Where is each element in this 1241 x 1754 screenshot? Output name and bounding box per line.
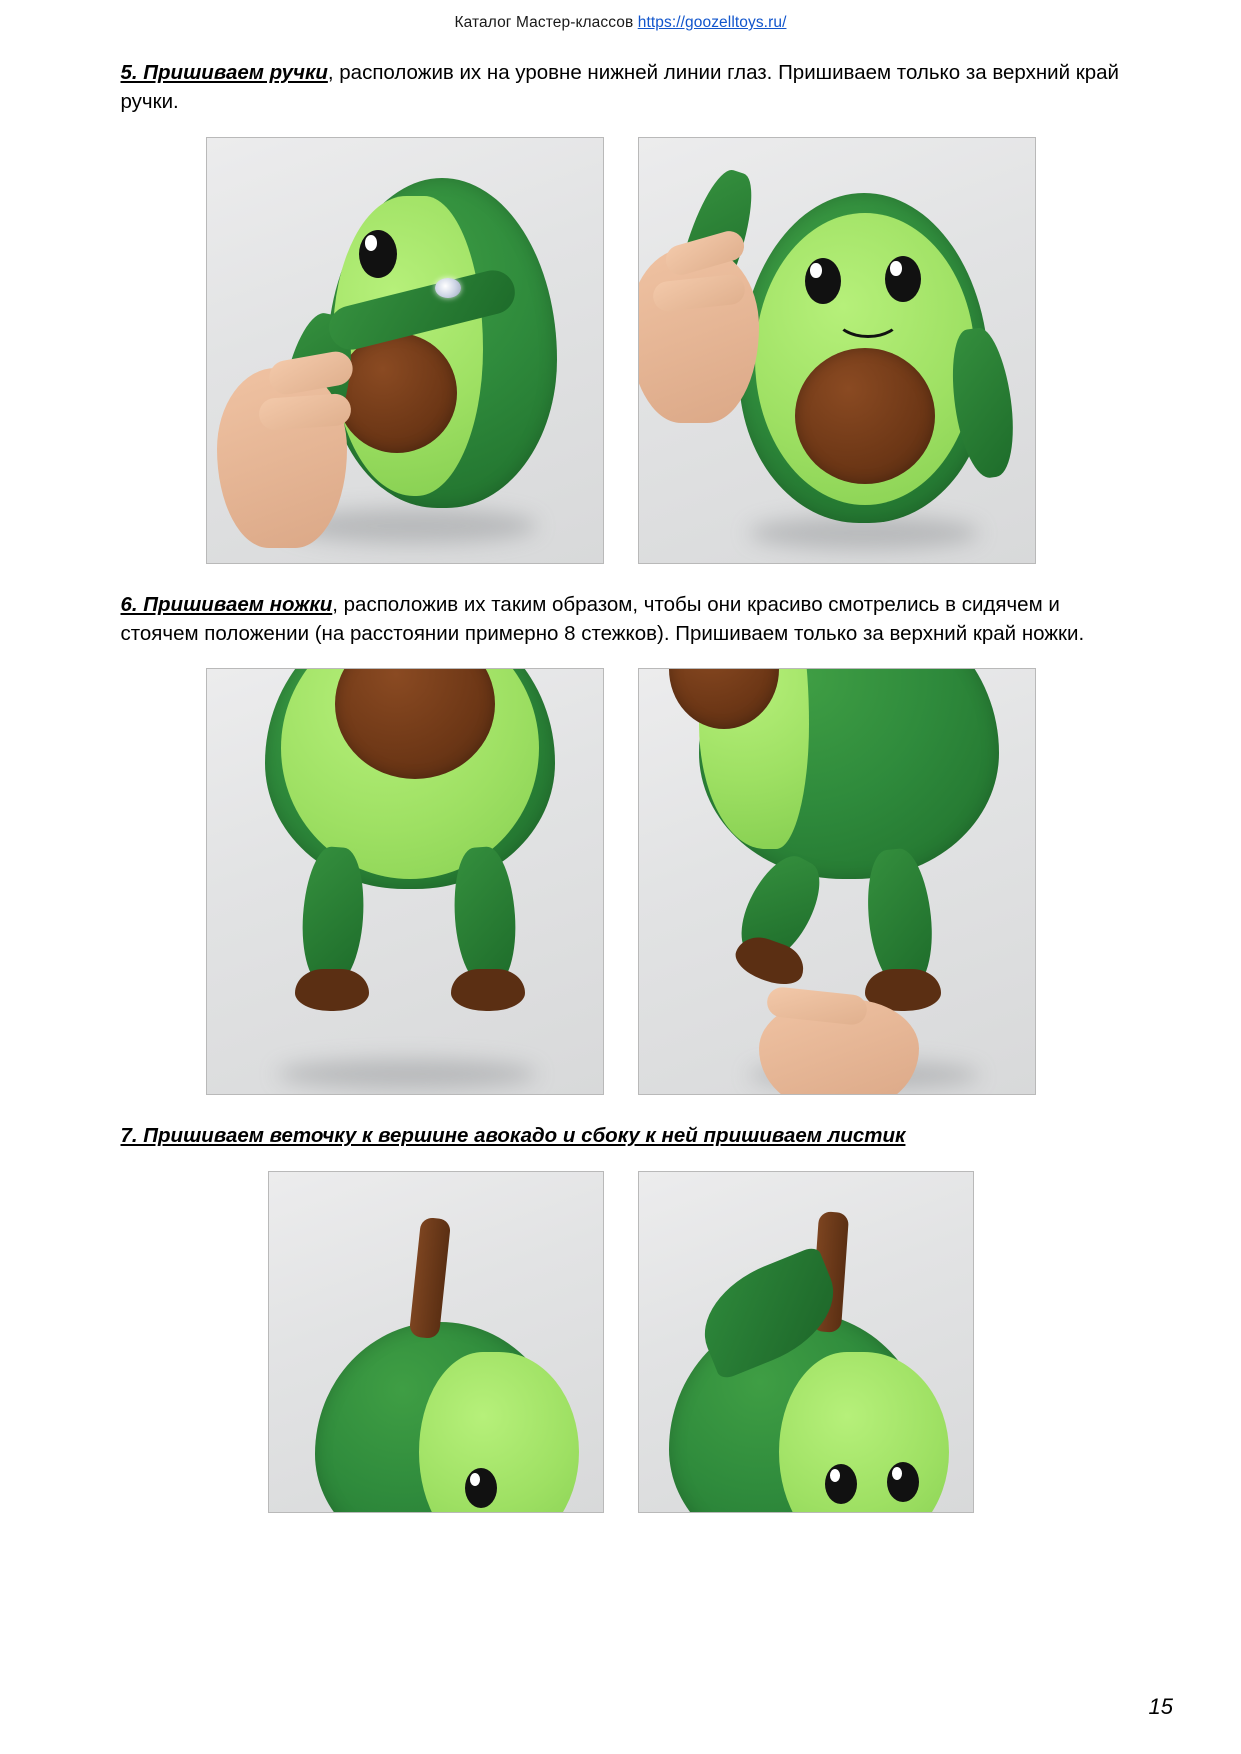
page-header	[0, 0, 1241, 32]
photo-row-3	[121, 1171, 1121, 1513]
step-6-lead: 6. Пришиваем ножки	[120, 592, 333, 616]
eye-glint	[830, 1469, 840, 1482]
avocado-eye-left	[805, 258, 841, 304]
avocado-eye-right	[885, 256, 921, 302]
eye-glint	[892, 1467, 902, 1480]
photo-row-2	[121, 668, 1121, 1095]
avocado-pit	[795, 348, 935, 484]
photo-step5-left	[206, 137, 604, 564]
document-content	[121, 58, 1121, 1513]
photo-step6-left	[206, 668, 604, 1095]
page-number: 15	[1148, 1694, 1173, 1719]
avocado-foot-left	[295, 969, 369, 1011]
photo-step6-right	[638, 668, 1036, 1095]
step-7-lead: 7. Пришиваем веточку к вершине авокадо и сбоку к ней пришиваем листик	[120, 1124, 906, 1148]
photo-step7-right	[638, 1171, 974, 1513]
avocado-foot-right	[451, 969, 525, 1011]
avocado-mouth	[835, 298, 901, 338]
finger	[257, 393, 351, 431]
step-5-text	[121, 58, 1121, 116]
needle-sparkle-icon	[435, 278, 461, 298]
hand	[638, 248, 759, 423]
avocado-eye-left	[825, 1464, 857, 1504]
avocado-eye-left	[465, 1468, 497, 1508]
avocado-eye-right	[887, 1462, 919, 1502]
eye-glint	[890, 261, 902, 276]
avocado-eye-left	[359, 230, 397, 278]
eye-glint	[365, 235, 377, 250]
step-7-text	[121, 1121, 1121, 1150]
eye-glint	[810, 263, 822, 278]
photo-row-1	[121, 137, 1121, 564]
step-5-rest: , расположив их на уровне нижней линии глаз. Пришиваем только за верхний край ручки.	[120, 61, 1119, 114]
step-6-text	[121, 590, 1121, 648]
avocado-pit	[337, 333, 457, 453]
catalog-link[interactable]: https://goozelltoys.ru/	[637, 14, 787, 31]
step-6-rest: , расположив их таким образом, чтобы они красиво смотрелись в сидячем и стоячем положении (на расстоянии примерно 8 стежков). Пришиваем только за верхний край ножки.	[120, 592, 1085, 645]
photo-step5-right	[638, 137, 1036, 564]
step-5-lead: 5. Пришиваем ручки	[120, 61, 328, 84]
header-prefix: Каталог Мастер-классов	[454, 14, 638, 31]
eye-glint	[470, 1473, 480, 1486]
photo-step7-left	[268, 1171, 604, 1513]
